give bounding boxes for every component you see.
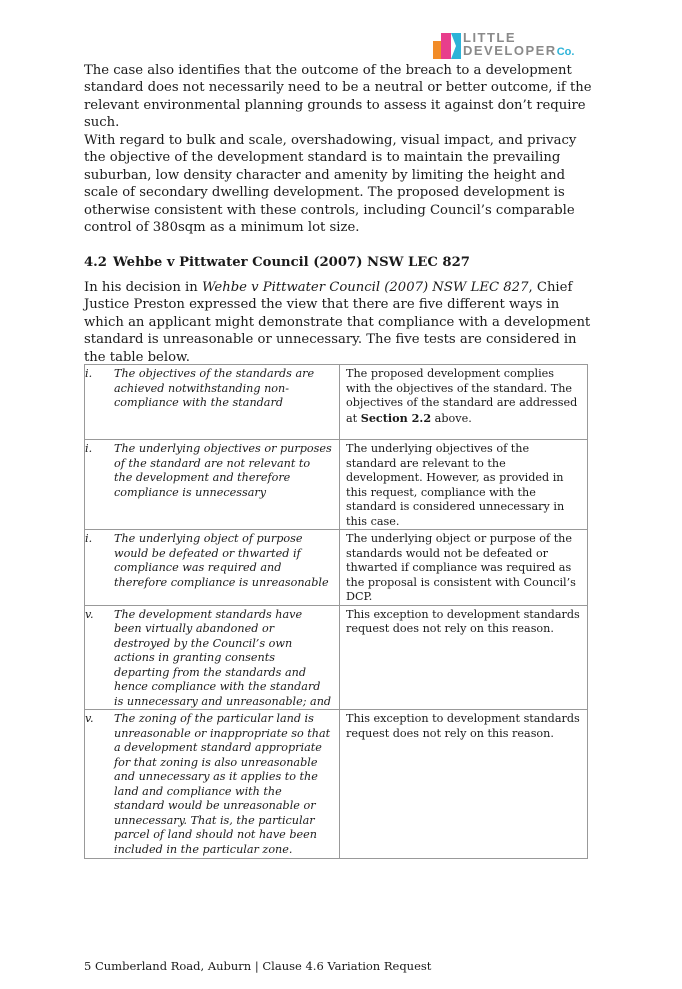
wehbe-tests-table — [84, 364, 588, 859]
test-cell — [85, 530, 340, 606]
table-row — [85, 605, 588, 710]
logo-wordmark — [463, 31, 574, 59]
test-text: The underlying object of purpose would be defeated or thwarted if compliance was required and therefore compliance is unreasonable — [114, 532, 329, 589]
company-logo — [433, 31, 613, 61]
test-text: The zoning of the particular land is unreasonable or inappropriate so that a development standard appropriate for that zoning is also unreasonable and unnecessary as it applies to the land and compliance with the standard would be unreasonable or unnecessary. That is, the particular parcel of land should not have been included in the particular zone. — [114, 712, 331, 856]
test-cell — [85, 365, 340, 440]
response-cell — [340, 710, 588, 859]
response-cell — [340, 365, 588, 440]
response-text: This exception to development standards request does not rely on this reason. — [346, 607, 580, 635]
section-number: 4.2 — [84, 255, 107, 270]
section-heading — [84, 254, 594, 271]
test-number: v. — [85, 712, 94, 725]
response-text-after: above. — [431, 411, 472, 425]
response-bold-ref: Section 2.2 — [360, 410, 432, 425]
paragraph-bulk-scale — [84, 132, 594, 236]
test-cell — [85, 710, 340, 859]
table-row — [85, 530, 588, 606]
paragraph-text-after: , Chief Justice Preston expressed the view that there are five different ways in which an applicant might demonstrate that compliance with a development standard is unreasonable or unnecessary. The five tests are considered in the table below. — [84, 280, 591, 365]
table-row — [85, 365, 588, 440]
page-footer: 5 Cumberland Road, Auburn | Clause 4.6 Variation Request — [84, 959, 432, 973]
test-cell — [85, 440, 340, 530]
test-cell — [85, 605, 340, 710]
test-text: The underlying objectives or purposes of the standard are not relevant to the development and therefore compliance is unnecessary — [114, 442, 332, 499]
paragraph-text-before: In his decision in — [84, 280, 202, 295]
paragraph-breach-outcome — [84, 62, 594, 132]
test-text: The development standards have been virtually abandoned or destroyed by the Council’s own actions in granting consents departing from the standards and hence compliance with the standard is unnecessary and unreasonable; and — [114, 607, 332, 708]
test-number: v. — [85, 607, 94, 621]
test-text: The objectives of the standards are achieved notwithstanding non-compliance with the standard — [114, 367, 315, 409]
test-number: i. — [85, 532, 93, 545]
paragraph-text: The case also identifies that the outcome of the breach to a development standard does not necessarily need to be a neutral or better outcome, if the relevant environmental planning grounds to assess it against don’t require such. — [84, 63, 592, 131]
response-text: The proposed development complies with the objectives of the standard. The objectives of the standard are addressed at — [346, 367, 578, 425]
response-text: The underlying objectives of the standard are relevant to the development. However, as provided in this request, compliance with the standard is considered unnecessary in this case. — [346, 442, 565, 528]
logo-mark-icon — [433, 33, 461, 59]
logo-line-2: DEVELOPER — [463, 43, 557, 58]
response-text: The underlying object or purpose of the standards would not be defeated or thwarted if compliance was required as the proposal is consistent with Council’s DCP. — [346, 532, 576, 603]
logo-suffix: Co. — [556, 46, 575, 58]
logo-line-1: LITTLE — [463, 30, 517, 45]
response-cell — [340, 605, 588, 710]
paragraph-text: With regard to bulk and scale, overshadowing, visual impact, and privacy the objective of the development standard is to maintain the prevailing suburban, low density character and amenity by limiting the height and scale of secondary dwelling development. The proposed development is otherwise consistent with these controls, including Council’s comparable control of 380sqm as a minimum lot size. — [84, 133, 577, 236]
response-cell — [340, 530, 588, 606]
test-number: i. — [85, 367, 93, 380]
test-number: i. — [85, 442, 93, 455]
paragraph-wehbe-intro — [84, 279, 594, 366]
case-citation: Wehbe v Pittwater Council (2007) NSW LEC 827 — [201, 280, 529, 295]
table-row — [85, 440, 588, 530]
table-row — [85, 710, 588, 859]
response-text: This exception to development standards request does not rely on this reason. — [346, 712, 580, 740]
response-cell — [340, 440, 588, 530]
section-title: Wehbe v Pittwater Council (2007) NSW LEC 827 — [112, 255, 470, 270]
